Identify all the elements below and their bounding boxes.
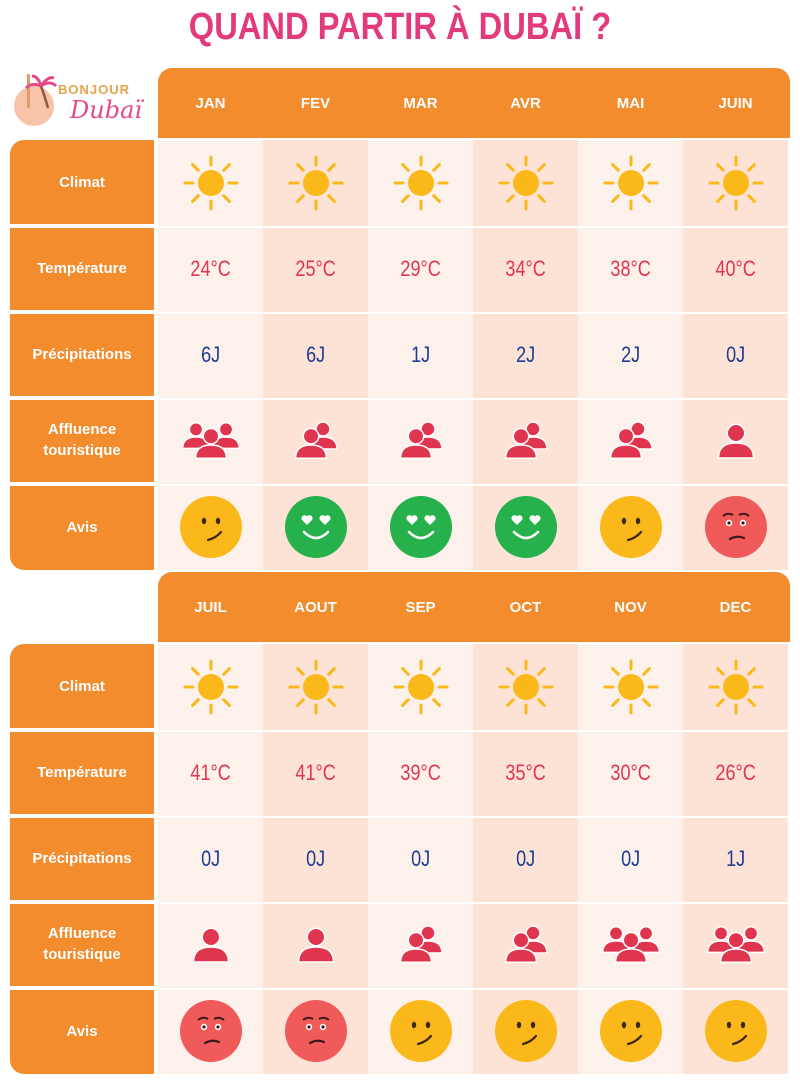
temperature-cell — [263, 226, 368, 312]
climat-cell — [263, 644, 368, 730]
month-header-juin: JUIN — [718, 94, 753, 112]
climat-cell — [368, 140, 473, 226]
crowd-icon — [701, 915, 771, 975]
avis-cell — [368, 988, 473, 1074]
worried-face-icon — [283, 998, 349, 1064]
row-label-precipitations — [10, 312, 154, 398]
temperature-cell — [683, 730, 788, 816]
temperature-value: 30°C — [610, 760, 651, 785]
temperature-value: 25°C — [295, 256, 336, 281]
month-header-avr: AVR — [510, 94, 541, 112]
row-label-affluence — [10, 902, 154, 988]
avis-cell — [683, 988, 788, 1074]
month-header-jan: JAN — [195, 94, 226, 112]
affluence-cell — [683, 398, 788, 484]
crowd-icon — [596, 915, 666, 975]
row-label-text: Température — [37, 763, 127, 781]
affluence-cell — [473, 902, 578, 988]
row-divider — [10, 312, 790, 314]
sun-icon — [600, 152, 662, 214]
precipitations-cell — [683, 312, 788, 398]
temperature-value: 39°C — [400, 760, 441, 785]
row-label-text: Avis — [66, 1022, 98, 1040]
person-icon — [701, 411, 771, 471]
sun-icon — [285, 656, 347, 718]
row-label-climat — [10, 140, 154, 226]
logo-text-top: BONJOUR — [58, 82, 131, 97]
row-divider — [10, 226, 790, 228]
neutral-face-icon — [598, 494, 664, 560]
affluence-cell — [158, 902, 263, 988]
row-divider — [10, 902, 790, 904]
precipitations-cell — [578, 816, 683, 902]
sun-icon — [285, 152, 347, 214]
sun-icon — [495, 152, 557, 214]
sun-icon — [495, 656, 557, 718]
two-people-icon — [491, 411, 561, 471]
month-header-sep: SEP — [405, 598, 436, 616]
sun-icon — [180, 656, 242, 718]
precipitation-value: 0J — [305, 846, 326, 871]
two-people-icon — [386, 411, 456, 471]
neutral-face-icon — [388, 998, 454, 1064]
temperature-cell — [368, 730, 473, 816]
neutral-face-icon — [178, 494, 244, 560]
logo-text-bottom: Dubaï — [70, 96, 143, 124]
month-header-nov: NOV — [614, 598, 647, 616]
row-labels-column — [10, 644, 154, 1074]
two-people-icon — [281, 411, 351, 471]
precipitation-value: 1J — [725, 846, 746, 871]
row-label-text: Température — [37, 259, 127, 277]
avis-cell — [473, 988, 578, 1074]
month-column-aout — [263, 644, 368, 1074]
affluence-cell — [578, 902, 683, 988]
row-label-text: Avis — [66, 518, 98, 536]
avis-cell — [263, 988, 368, 1074]
temperature-cell — [578, 730, 683, 816]
precipitation-value: 2J — [515, 342, 536, 367]
month-column-mar — [368, 140, 473, 570]
avis-cell — [578, 988, 683, 1074]
heart-eyes-face-icon — [493, 494, 559, 560]
precipitation-value: 1J — [410, 342, 431, 367]
temperature-cell — [578, 226, 683, 312]
month-header-aout: AOUT — [294, 598, 337, 616]
affluence-cell — [683, 902, 788, 988]
climat-cell — [578, 644, 683, 730]
affluence-cell — [578, 398, 683, 484]
person-icon — [176, 915, 246, 975]
temperature-value: 38°C — [610, 256, 651, 281]
temperature-cell — [158, 730, 263, 816]
sun-icon — [705, 152, 767, 214]
climat-cell — [368, 644, 473, 730]
row-label-temperature — [10, 226, 154, 312]
month-column-oct — [473, 644, 578, 1074]
sun-icon — [390, 152, 452, 214]
month-column-fev — [263, 140, 368, 570]
precipitations-cell — [158, 312, 263, 398]
precipitations-cell — [158, 816, 263, 902]
row-divider — [10, 988, 790, 990]
temperature-value: 40°C — [715, 256, 756, 281]
temperature-value: 34°C — [505, 256, 546, 281]
climat-cell — [683, 644, 788, 730]
months-header — [158, 68, 790, 138]
row-divider — [10, 816, 790, 818]
precipitations-cell — [263, 312, 368, 398]
calendar-section-second-half — [0, 572, 800, 1074]
row-labels-column — [10, 140, 154, 570]
worried-face-icon — [178, 998, 244, 1064]
row-label-text: Climat — [59, 677, 105, 695]
row-label-affluence — [10, 398, 154, 484]
precipitation-value: 0J — [620, 846, 641, 871]
temperature-cell — [683, 226, 788, 312]
month-header-mai: MAI — [616, 94, 645, 112]
temperature-value: 24°C — [190, 256, 231, 281]
affluence-cell — [368, 902, 473, 988]
climat-cell — [473, 644, 578, 730]
row-label-text: Affluence touristique — [43, 925, 121, 963]
month-header-mar: MAR — [403, 94, 438, 112]
row-label-text: Climat — [59, 173, 105, 191]
precipitation-value: 0J — [200, 846, 221, 871]
sun-icon — [180, 152, 242, 214]
climat-cell — [683, 140, 788, 226]
affluence-cell — [368, 398, 473, 484]
row-label-climat — [10, 644, 154, 730]
affluence-cell — [263, 902, 368, 988]
month-column-avr — [473, 140, 578, 570]
precipitations-cell — [578, 312, 683, 398]
climat-cell — [158, 140, 263, 226]
months-header — [158, 572, 790, 642]
month-header-juil: JUIL — [194, 598, 227, 616]
avis-cell — [473, 484, 578, 570]
heart-eyes-face-icon — [283, 494, 349, 560]
row-label-text: Affluence touristique — [43, 421, 121, 459]
month-column-jan — [158, 140, 263, 570]
month-column-juin — [683, 140, 788, 570]
sun-icon — [390, 656, 452, 718]
row-label-avis — [10, 988, 154, 1074]
row-divider — [10, 730, 790, 732]
month-column-juil — [158, 644, 263, 1074]
month-header-fev: FEV — [300, 94, 331, 112]
climat-cell — [158, 644, 263, 730]
sun-icon — [705, 656, 767, 718]
sun-icon — [600, 656, 662, 718]
avis-cell — [683, 484, 788, 570]
climat-cell — [473, 140, 578, 226]
precipitations-cell — [263, 816, 368, 902]
temperature-value: 29°C — [400, 256, 441, 281]
heart-eyes-face-icon — [388, 494, 454, 560]
climat-cell — [263, 140, 368, 226]
avis-cell — [368, 484, 473, 570]
person-icon — [281, 915, 351, 975]
row-divider — [10, 398, 790, 400]
two-people-icon — [386, 915, 456, 975]
precipitations-cell — [473, 816, 578, 902]
two-people-icon — [491, 915, 561, 975]
temperature-cell — [368, 226, 473, 312]
month-column-mai — [578, 140, 683, 570]
neutral-face-icon — [493, 998, 559, 1064]
row-label-text: Précipitations — [32, 345, 132, 363]
two-people-icon — [596, 411, 666, 471]
precipitation-value: 0J — [725, 342, 746, 367]
affluence-cell — [158, 398, 263, 484]
row-label-temperature — [10, 730, 154, 816]
precipitation-value: 6J — [305, 342, 326, 367]
temperature-value: 26°C — [715, 760, 756, 785]
precipitations-cell — [473, 312, 578, 398]
avis-cell — [263, 484, 368, 570]
precipitations-cell — [683, 816, 788, 902]
precipitation-value: 0J — [515, 846, 536, 871]
precipitation-value: 6J — [200, 342, 221, 367]
precipitations-cell — [368, 312, 473, 398]
avis-cell — [578, 484, 683, 570]
precipitation-value: 2J — [620, 342, 641, 367]
month-column-dec — [683, 644, 788, 1074]
temperature-value: 41°C — [190, 760, 231, 785]
avis-cell — [158, 988, 263, 1074]
calendar-section-first-half — [0, 68, 800, 570]
row-label-avis — [10, 484, 154, 570]
temperature-cell — [473, 730, 578, 816]
row-label-precipitations — [10, 816, 154, 902]
precipitation-value: 0J — [410, 846, 431, 871]
neutral-face-icon — [703, 998, 769, 1064]
month-column-sep — [368, 644, 473, 1074]
avis-cell — [158, 484, 263, 570]
temperature-cell — [158, 226, 263, 312]
climat-cell — [578, 140, 683, 226]
row-divider — [10, 484, 790, 486]
month-header-dec: DEC — [719, 598, 752, 616]
worried-face-icon — [703, 494, 769, 560]
neutral-face-icon — [598, 998, 664, 1064]
crowd-icon — [176, 411, 246, 471]
temperature-value: 35°C — [505, 760, 546, 785]
month-column-nov — [578, 644, 683, 1074]
temperature-cell — [473, 226, 578, 312]
affluence-cell — [473, 398, 578, 484]
precipitations-cell — [368, 816, 473, 902]
month-header-oct: OCT — [509, 598, 542, 616]
temperature-cell — [263, 730, 368, 816]
affluence-cell — [263, 398, 368, 484]
page-title: QUAND PARTIR À DUBAÏ ? — [188, 6, 612, 48]
temperature-value: 41°C — [295, 760, 336, 785]
row-label-text: Précipitations — [32, 849, 132, 867]
